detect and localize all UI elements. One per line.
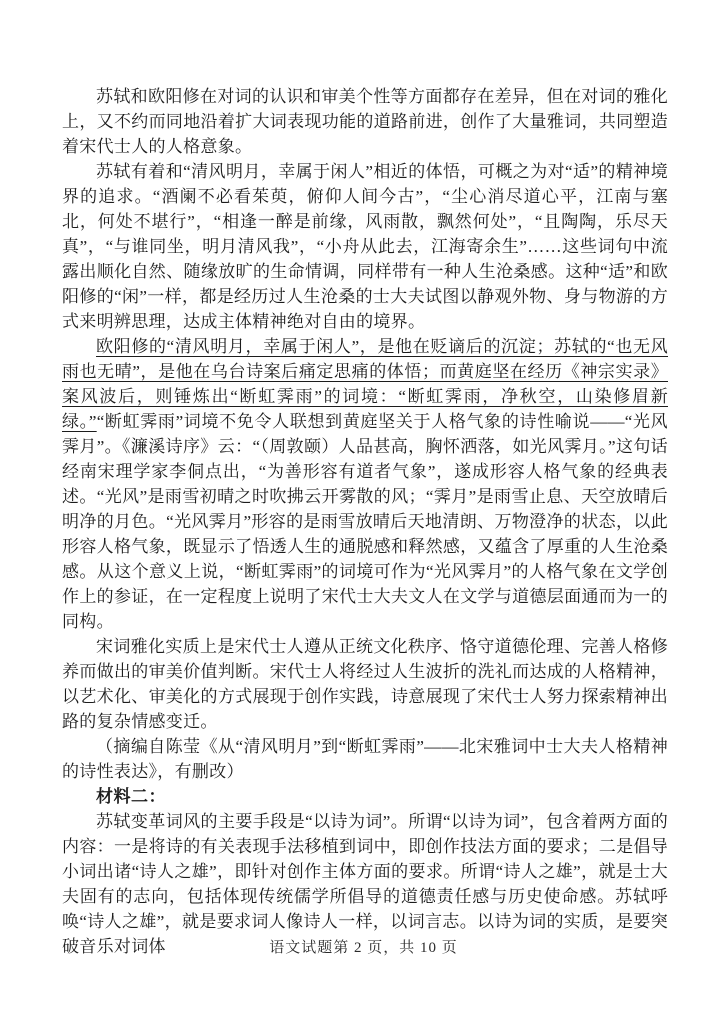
citation-line: （摘编自陈莹《从“清风明月”到“断虹霁雨”——北宋雅词中士大夫人格精神的诗性表达》，有删改） (62, 737, 668, 781)
material-two-paragraph-1: 苏轼变革词风的主要手段是“以诗为词”。所谓“以诗为词”，包含着两方面的内容：一是将诗的有关表现手法移植到词中，即创作技法方面的要求；二是倡导小词出诸“诗人之雄”，即针对创作主体方面的要求。所谓“诗人之雄”，就是士大夫固有的志向，包括体现传统儒学所倡导的道德责任感与历史使命感。苏轼呼唤“诗人之雄”，就是要求词人像诗人一样，以词言志。以诗为词的实质，是要突破音乐对词体 (62, 812, 668, 956)
page-body (62, 84, 668, 959)
material-one-paragraph-3 (62, 334, 668, 634)
material-one-paragraph-2: 苏轼有着和“清风明月，幸属于闲人”相近的体悟，可概之为对“适”的精神境界的追求。“酒阑不必看茱萸，俯仰人间今古”，“尘心消尽道心平，江南与塞北，何处不堪行”，“相逢一醉是前缘，风雨散，飘然何处”，“且陶陶，乐尽天真”，“与谁同坐，明月清风我”，“小舟从此去，江海寄余生”……这些词句中流露出顺化自然、随缘放旷的生命情调，同样带有一种人生沧桑感。这种“适”和欧阳修的“闲”一样，都是经历过人生沧桑的士大夫试图以静观外物、身与物游的方式来明辨思理，达成主体精神绝对自由的境界。 (62, 162, 668, 331)
paragraph-text: “断虹霁雨”词境不免令人联想到黄庭坚关于人格气象的诗性喻说——“光风霁月”。《濂溪诗序》云：“（周敦颐）人品甚高，胸怀洒落，如光风霁月。”这句话经南宋理学家李侗点出，“为善形容有道者气象”，遂成形容人格气象的经典表述。“光风”是雨雪初晴之时吹拂云开雾散的风；“霁月”是雨雪止息、天空放晴后明净的月色。“光风霁月”形容的是雨雪放晴后天地清朗、万物澄净的状态，以此形容人格气象，既显示了悟透人生的通脱感和释然感，又蕴含了厚重的人生沧桑感。从这个意义上说，“断虹霁雨”的词境可作为“光风霁月”的人格气象在文学创作上的参证，在一定程度上说明了宋代士大夫文人在文学与道德层面通而为一的同构。 (62, 412, 668, 631)
page-footer: 语文试题第 2 页，共 10 页 (269, 940, 458, 956)
material-one-paragraph-1: 苏轼和欧阳修在对词的认识和审美个性等方面都存在差异，但在对词的雅化上，又不约而同地沿着扩大词表现功能的道路前进，创作了大量雅词，共同塑造着宋代士人的人格意象。 (62, 87, 668, 156)
underlined-passage: 欧阳修的“清风明月，幸属于闲人”，是他在贬谪后的沉淀；苏轼的“也无风雨也无晴”，是他在乌台诗案后痛定思痛的体悟；而黄庭坚在经历《神宗实录》案风波后，则锤炼出“断虹霁雨”的词境：“断虹霁雨，净秋空，山染修眉新绿。” (62, 337, 668, 431)
material-one-paragraph-4: 宋词雅化实质上是宋代士人遵从正统文化秩序、恪守道德伦理、完善人格修养而做出的审美价值判断。宋代士人将经过人生波折的洗礼而达成的人格精神，以艺术化、审美化的方式展现于创作实践，诗意展现了宋代士人努力探索精神出路的复杂情感变迁。 (62, 637, 668, 731)
material-two-heading: 材料二： (96, 787, 166, 806)
